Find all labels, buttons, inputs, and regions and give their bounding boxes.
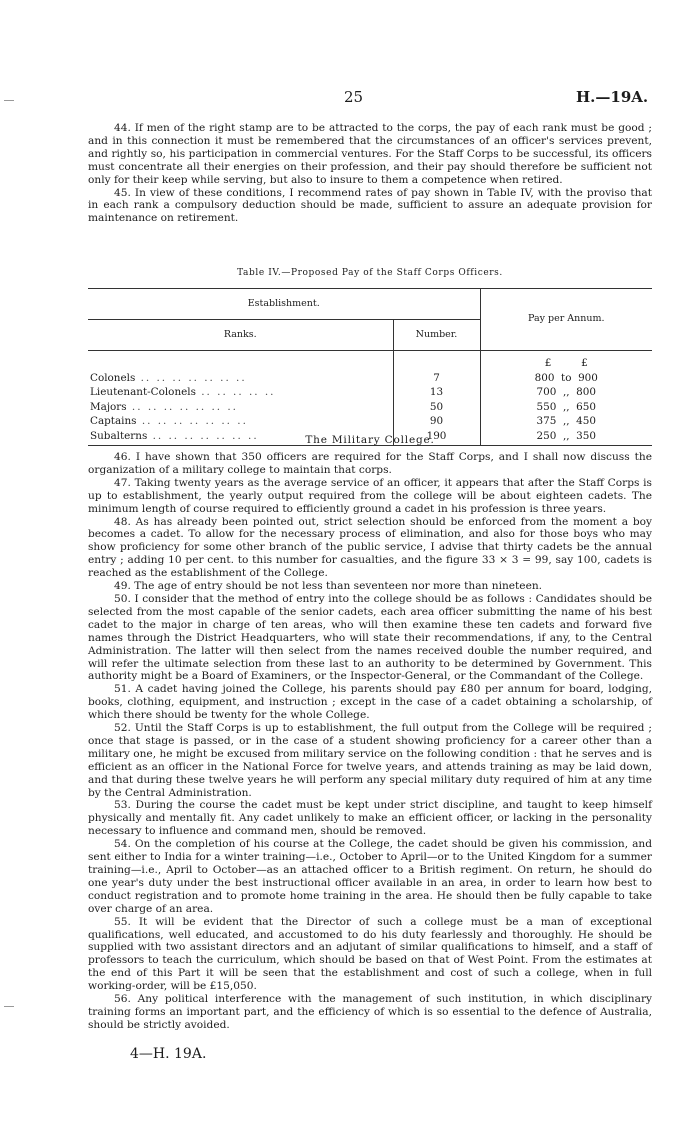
pay-cell: 550 ,, 650: [536, 400, 596, 413]
paragraph-52: 52. Until the Staff Corps is up to establishment, the full output from the College will be required ; once that stage is passed, or in the case of a student showing proficiency for a career other than a military one, he might be excused from military service on the following condition : that he serves and is efficient as an officer in the National Force for twelve years, and attends training as may be laid down, and that during these twelve years he will perform any special military duty required of him at any time by the Central Administration.: [88, 722, 652, 799]
college-paragraphs: [88, 451, 652, 1032]
number-cell: 13: [393, 385, 480, 400]
margin-mark: [4, 1006, 14, 1007]
rank-cell: Captains: [90, 415, 137, 427]
table-title: Table IV.—Proposed Pay of the Staff Corps Officers.: [237, 268, 503, 278]
number-header: Number.: [393, 320, 480, 351]
page-number: 25: [344, 88, 364, 106]
rank-cell: Majors: [90, 400, 127, 413]
establishment-header: Establishment.: [88, 289, 480, 320]
table-row: [88, 400, 652, 415]
paragraph-47: 47. Taking twenty years as the average service of an officer, it appears that after the Staff Corps is up to establishment, the yearly output required from the college will be about eighteen cadets. The minimum length of course required to efficiently ground a cadet in his profession is three years.: [88, 476, 652, 515]
number-cell: 90: [393, 414, 480, 429]
number-cell: 190: [393, 429, 480, 446]
pay-cell: 800 to 900: [534, 371, 598, 384]
table-row: [88, 371, 652, 386]
paragraph-54: 54. On the completion of his course at the College, the cadet should be given his commission, and sent either to India for a winter training—i.e., October to April—or to the United Kingdom for a summer training—i.e., April to October—as an attached officer to a British regiment. On return, he should do one year's duty under the best instructional officer available in an area, in order to learn how best to conduct registration and to promote home training in the area. He should then be fully capable to take over charge of an area.: [88, 838, 652, 915]
paragraph-49: 49. The age of entry should be not less than seventeen nor more than nineteen.: [114, 580, 543, 593]
pay-cell: 375 ,, 450: [536, 415, 596, 427]
paragraph-51: 51. A cadet having joined the College, his parents should pay £80 per annum for board, lodging, books, clothing, equipment, and instruction ; except in the case of a cadet obtaining a scholarship, of which there should be twenty for the whole College.: [88, 683, 652, 722]
paragraph-53: 53. During the course the cadet must be kept under strict discipline, and taught to keep himself physically and mentally fit. Any cadet unlikely to make an efficient officer, or lacking in the personality necessary to influence and command men, should be removed.: [88, 799, 652, 838]
pay-table: [88, 288, 652, 446]
number-cell: 50: [393, 400, 480, 415]
paragraph-45: 45. In view of these conditions, I recommend rates of pay shown in Table IV, with the proviso that in each rank a compulsory deduction should be made, sufficient to assure an adequate provision for maintenance on retirement.: [88, 186, 652, 225]
paragraph-56: 56. Any political interference with the management of such institution, in which disciplinary training forms an important part, and the efficiency of which is so essential to the defence of Australia, should be strictly avoided.: [88, 993, 652, 1031]
paragraph-55: 55. It will be evident that the Director of such a college must be a man of exceptional qualifications, well educated, and accustomed to do his duty fearlessly and thoroughly. He should be supplied with two assistant directors and an adjutant of similar qualifications to himself, and a staff of professors to teach the curriculum, which should be based on that of West Point. From the estimates at the end of this Part it will be seen that the establishment and cost of such a college, when in full working-order, will be £15,050.: [88, 915, 652, 993]
ranks-header: Ranks.: [88, 320, 393, 351]
paragraph-50: 50. I consider that the method of entry into the college should be as follows : Candidates should be selected from the most capable of the senior cadets, each area officer submitting the name of his best cadet to the major in charge of ten areas, who will then examine these ten cadets and forward five names through the District Headquarters, who will state their recommendations, if any, to the Central Administration. The latter will then select from the names received double the number required, and will refer the ultimate selection from these last to an authority to be determined by Government. This authority might be a Board of Examiners, or the Inspector-General, or the Commandant of the College.: [88, 592, 652, 683]
pay-cell: 250 ,, 350: [480, 429, 652, 446]
document-code: H.—19A.: [576, 88, 649, 106]
rank-cell: Lieutenant-Colonels: [90, 386, 196, 398]
intro-paragraphs: [88, 122, 652, 225]
table-row: [88, 385, 652, 400]
currency-row: £ £: [544, 357, 588, 369]
leader-dots: .. .. .. .. .. .. ..: [147, 429, 259, 442]
table-row: [88, 414, 652, 429]
paragraph-46: 46. I have shown that 350 officers are required for the Staff Corps, and I shall now discuss the organization of a military college to maintain that corps.: [88, 451, 652, 476]
rank-cell: Subalterns: [90, 429, 148, 442]
paragraph-48: 48. As has already been pointed out, strict selection should be enforced from the moment a boy becomes a cadet. To allow for the necessary process of elimination, and also for those boys who may show proficiency for some other branch of the public service, I advise that thirty cadets be the annual entry ; adding 10 per cent. to this number for casualties, and the figure 33 × 3 = 99, say 100, cadets is reached as the establishment of the College.: [88, 515, 652, 580]
section-title: The Military College.: [305, 434, 435, 446]
pay-cell: 700 ,, 800: [536, 386, 596, 398]
margin-mark: [4, 100, 14, 101]
signature-mark: 4—H. 19A.: [130, 1046, 207, 1062]
leader-dots: .. .. .. .. .. .. ..: [136, 415, 248, 427]
number-cell: 7: [393, 371, 480, 386]
leader-dots: .. .. .. .. .. .. ..: [126, 400, 238, 413]
paragraph-44: 44. If men of the right stamp are to be attracted to the corps, the pay of each rank must be good ; and in this connection it must be remembered that the circumstances of an officer's services prevent, and rightly so, his participation in commercial ventures. For the Staff Corps to be successful, its officers must concentrate all their energies on their profession, and their pay should therefore be sufficient not only for their keep while serving, but also to insure to them a competence when retired.: [88, 122, 652, 186]
rank-cell: Colonels: [90, 371, 136, 384]
leader-dots: .. .. .. .. ..: [195, 386, 276, 398]
leader-dots: .. .. .. .. .. .. ..: [135, 371, 247, 384]
pay-header: Pay per Annum.: [480, 289, 652, 351]
